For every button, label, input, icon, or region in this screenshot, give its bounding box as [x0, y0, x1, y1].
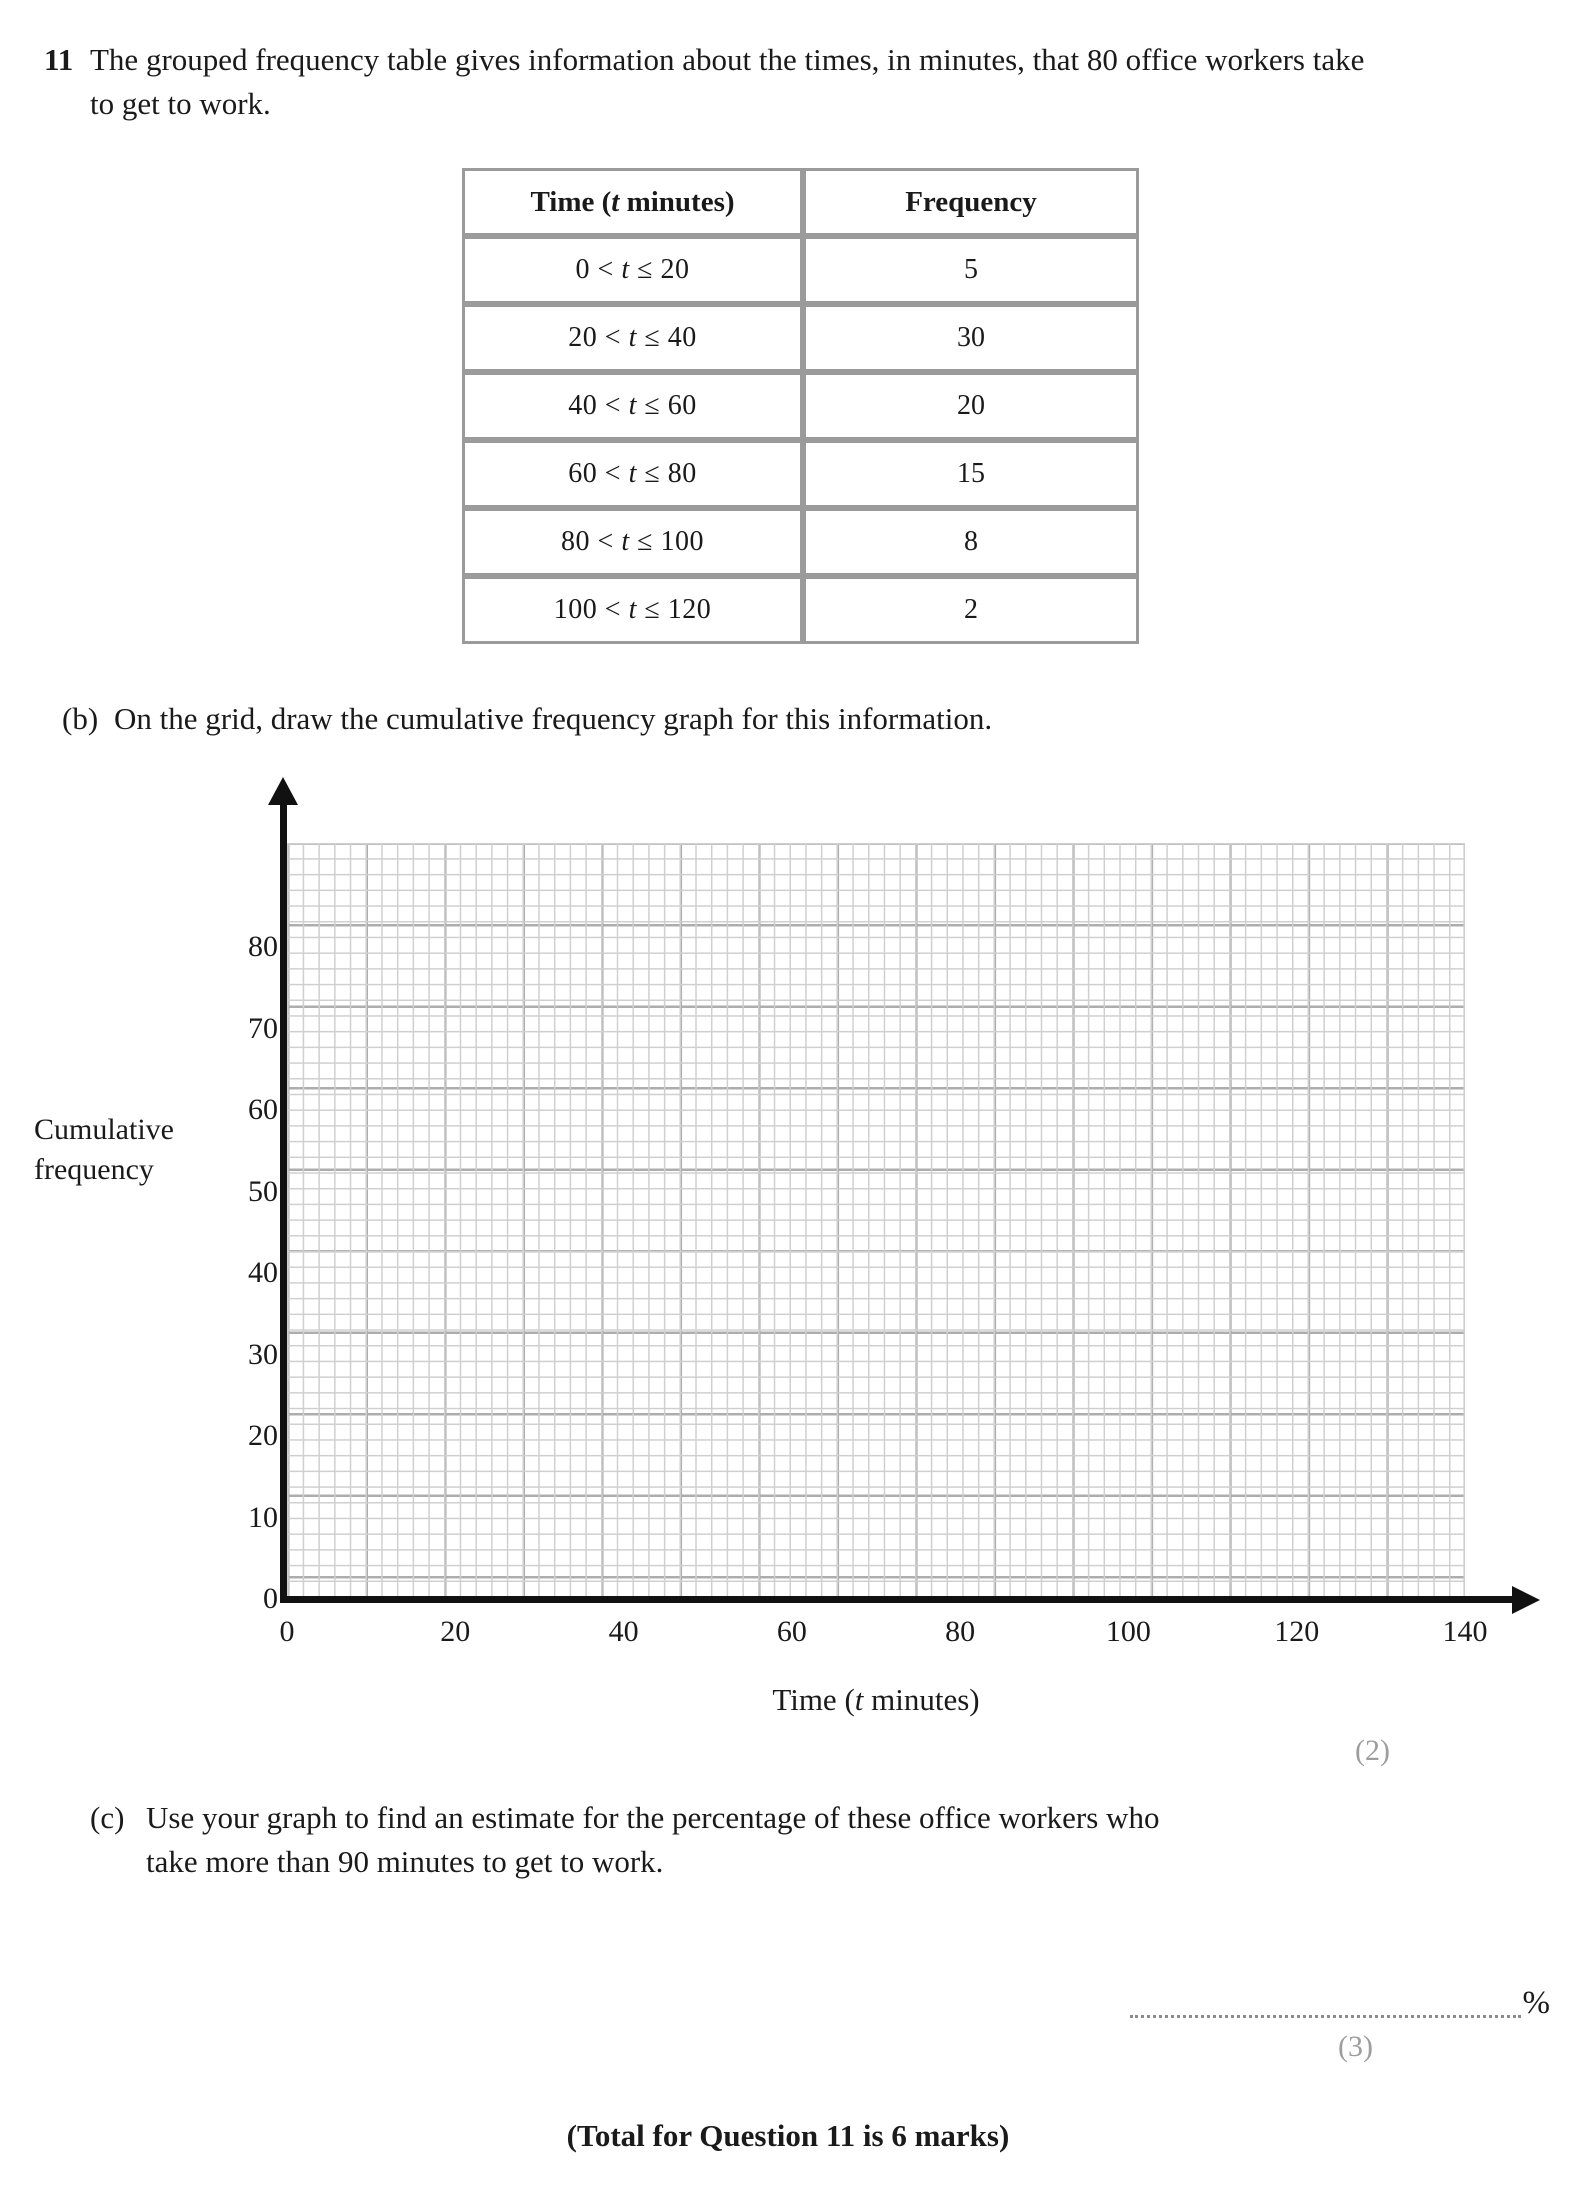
- interval-variable: t: [628, 322, 637, 353]
- cell-interval: 40 < t ≤ 60: [462, 372, 803, 440]
- interval-lower: 40: [568, 390, 598, 421]
- cell-interval: 60 < t ≤ 80: [462, 440, 803, 508]
- part-b-label: (b): [62, 701, 99, 736]
- interval-upper: 100: [660, 526, 704, 557]
- cell-interval: 100 < t ≤ 120: [462, 576, 803, 644]
- y-tick-label-30: 30: [248, 1337, 278, 1371]
- interval-upper: 120: [667, 594, 712, 625]
- answer-dotted-rule[interactable]: [1130, 1985, 1521, 2018]
- part-b-marks: (2): [1355, 1734, 1390, 1767]
- part-b-instruction: [62, 698, 992, 740]
- y-axis-title-line1: Cumulative: [34, 1113, 174, 1146]
- y-axis-title: [34, 1110, 264, 1190]
- cell-interval: 20 < t ≤ 40: [462, 304, 803, 372]
- cell-frequency: 5: [803, 236, 1139, 304]
- question-stem-text: The grouped frequency table gives information about the times, in minutes, that 80 office workers take to get to work.: [90, 42, 1365, 121]
- x-axis-line: [280, 1596, 1514, 1603]
- part-c-answer-line[interactable]: [1130, 1985, 1550, 2021]
- x-axis-title: [287, 1682, 1465, 1718]
- interval-upper: 60: [667, 390, 697, 421]
- cell-frequency: 2: [803, 576, 1139, 644]
- interval-variable: t: [628, 458, 637, 489]
- table-row: [462, 440, 1139, 508]
- part-b-text: On the grid, draw the cumulative frequency graph for this information.: [114, 701, 993, 736]
- cell-frequency: 8: [803, 508, 1139, 576]
- interval-variable: t: [621, 526, 630, 557]
- question-stem: [44, 38, 1444, 126]
- question-number: 11: [44, 42, 74, 77]
- y-axis-arrow-icon: [268, 777, 298, 805]
- interval-lower: 80: [561, 526, 591, 557]
- part-c-label: (c): [90, 1800, 125, 1835]
- x-tick-label-140: 140: [1442, 1615, 1488, 1648]
- answer-unit-percent: %: [1522, 1985, 1550, 2021]
- table-row: [462, 576, 1139, 644]
- y-tick-label-80: 80: [248, 930, 278, 963]
- column-header-frequency: Frequency: [803, 168, 1139, 236]
- interval-lower: 20: [568, 322, 598, 353]
- x-tick-label-100: 100: [1105, 1615, 1151, 1648]
- y-tick-label-50: 50: [248, 1174, 278, 1208]
- x-tick-label-60: 60: [776, 1615, 807, 1648]
- part-c-text-line1: Use your graph to find an estimate for the percentage of these office workers who: [146, 1800, 1160, 1835]
- table-row: [462, 508, 1139, 576]
- cell-frequency: 20: [803, 372, 1139, 440]
- grouped-frequency-table: [462, 168, 1139, 644]
- x-tick-label-0: 0: [279, 1615, 295, 1648]
- y-axis-title-line2: frequency: [34, 1153, 154, 1186]
- interval-variable: t: [628, 594, 637, 625]
- y-tick-label-60: 60: [248, 1093, 278, 1126]
- time-header-variable: t: [611, 185, 620, 218]
- y-tick-label-70: 70: [248, 1011, 278, 1045]
- interval-lower: 100: [553, 594, 598, 625]
- y-axis-line: [280, 800, 287, 1601]
- cell-interval: 80 < t ≤ 100: [462, 508, 803, 576]
- interval-upper: 20: [660, 254, 690, 285]
- x-tick-label-40: 40: [608, 1615, 639, 1648]
- table-row: [462, 304, 1139, 372]
- time-header-suffix: minutes): [619, 185, 735, 218]
- part-c-marks: (3): [1338, 2030, 1373, 2063]
- interval-upper: 80: [667, 458, 697, 489]
- graph-grid[interactable]: [287, 843, 1465, 1601]
- cumulative-frequency-graph[interactable]: [0, 760, 1576, 1700]
- y-tick-label-10: 10: [248, 1500, 278, 1534]
- part-c-instruction: [90, 1796, 1159, 1884]
- x-axis-title-suffix: minutes): [863, 1682, 980, 1717]
- question-total-marks: (Total for Question 11 is 6 marks): [566, 2118, 1010, 2153]
- interval-variable: t: [621, 254, 630, 285]
- cell-frequency: 30: [803, 304, 1139, 372]
- interval-variable: t: [628, 390, 637, 421]
- table-row: [462, 236, 1139, 304]
- interval-lower: 60: [568, 458, 598, 489]
- y-tick-label-20: 20: [248, 1419, 278, 1452]
- y-tick-label-40: 40: [248, 1256, 278, 1289]
- table-header-row: [462, 168, 1139, 236]
- cell-frequency: 15: [803, 440, 1139, 508]
- x-axis-title-prefix: Time (: [772, 1682, 855, 1717]
- x-tick-label-120: 120: [1274, 1615, 1320, 1648]
- x-tick-label-80: 80: [945, 1615, 976, 1648]
- x-axis-arrow-icon: [1512, 1586, 1540, 1614]
- interval-upper: 40: [667, 322, 697, 353]
- part-c-text-line2: take more than 90 minutes to get to work.: [146, 1844, 664, 1879]
- x-tick-label-20: 20: [440, 1615, 471, 1648]
- time-header-prefix: Time (: [530, 185, 612, 218]
- x-axis-title-variable: t: [854, 1682, 864, 1717]
- interval-lower: 0: [575, 254, 591, 285]
- table-row: [462, 372, 1139, 440]
- cell-interval: 0 < t ≤ 20: [462, 236, 803, 304]
- column-header-time: [462, 168, 803, 236]
- y-tick-label-0: 0: [263, 1582, 278, 1615]
